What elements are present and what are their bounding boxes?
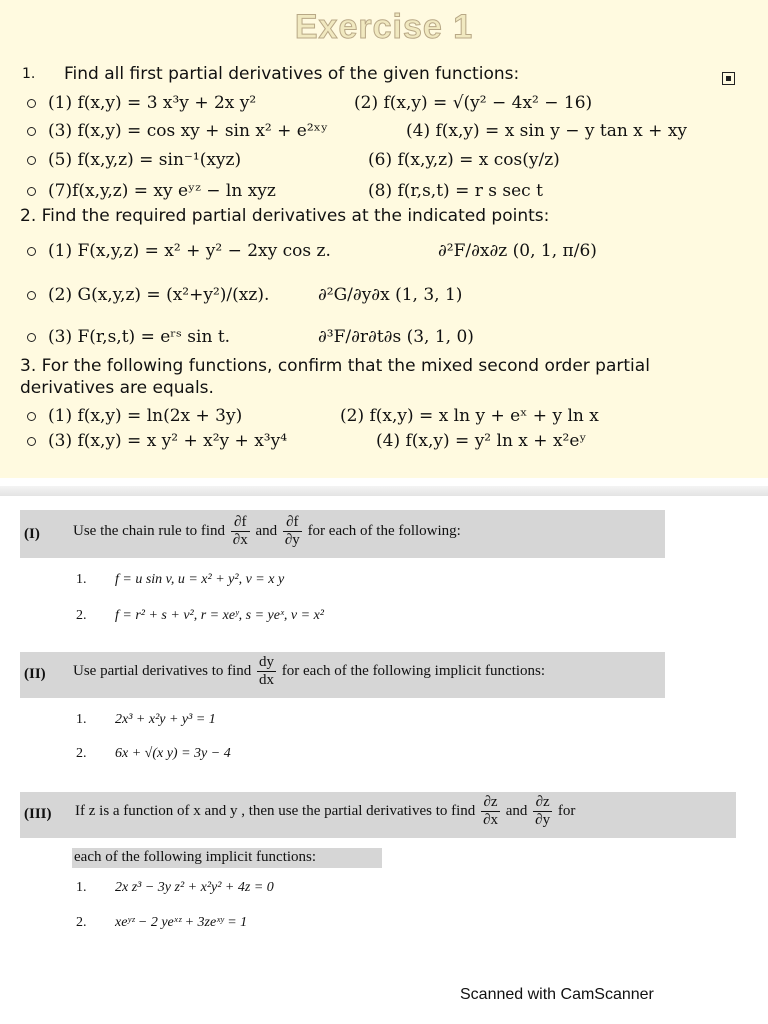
item-number: 1. <box>76 572 87 587</box>
bullet-icon <box>27 333 36 342</box>
equation: f = r² + s + v², r = xeʸ, s = yeˣ, v = x² <box>115 608 324 623</box>
item-number: 1. <box>76 880 87 895</box>
checkbox-icon[interactable] <box>722 72 735 85</box>
equation: 6x + √(x y) = 3y − 4 <box>115 746 231 761</box>
section-iii-instruction-cont: each of the following implicit functions: <box>74 849 317 865</box>
question-1-number: 1. <box>22 66 36 82</box>
page-title: Exercise 1 <box>294 8 474 46</box>
bullet-icon <box>27 127 36 136</box>
bullet-icon <box>27 247 36 256</box>
scanner-watermark: Scanned with CamScanner <box>460 986 654 1003</box>
page-divider <box>0 486 768 496</box>
equation: f = u sin v, u = x² + y², v = x y <box>115 572 285 587</box>
item-number: 2. <box>76 915 87 930</box>
bullet-icon <box>27 187 36 196</box>
section-i-roman: (I) <box>24 526 40 542</box>
item-number: 1. <box>76 712 87 727</box>
bullet-icon <box>27 412 36 421</box>
bullet-icon <box>27 156 36 165</box>
question-2-heading: 2. Find the required partial derivatives at the indicated points: <box>20 206 550 226</box>
equation: xeʸᶻ − 2 yeˣᶻ + 3zeˣʸ = 1 <box>115 915 248 930</box>
item-number: 2. <box>76 746 87 761</box>
question-3-heading: 3. For the following functions, confirm that the mixed second order partial <box>20 356 650 376</box>
item-number: 2. <box>76 608 87 623</box>
question-3-heading-cont: derivatives are equals. <box>20 378 214 398</box>
section-i-instruction: Use the chain rule to find $\frac{\partial f}{\partial x}$ and $\frac{\partial f}{\partial y}$ for each of the following: <box>73 514 461 548</box>
equation: 2x³ + x²y + y³ = 1 <box>115 712 216 727</box>
equation: 2x z³ − 3y z² + x²y² + 4z = 0 <box>115 880 274 895</box>
bullet-icon <box>27 291 36 300</box>
section-ii-roman: (II) <box>24 666 46 682</box>
bullet-icon <box>27 99 36 108</box>
section-iii-instruction: If z is a function of x and y , then use the partial derivatives to find $\frac{\partial z}{\partial x}$ and $\frac{\partial z}{\partial y}$ for <box>75 794 576 828</box>
section-iii-roman: (III) <box>24 806 52 822</box>
bullet-icon <box>27 437 36 446</box>
question-1-heading: Find all first partial derivatives of the given functions: <box>64 64 520 84</box>
section-ii-instruction: Use partial derivatives to find $\frac{dy}{dx}$ for each of the following implicit functions: <box>73 654 546 688</box>
